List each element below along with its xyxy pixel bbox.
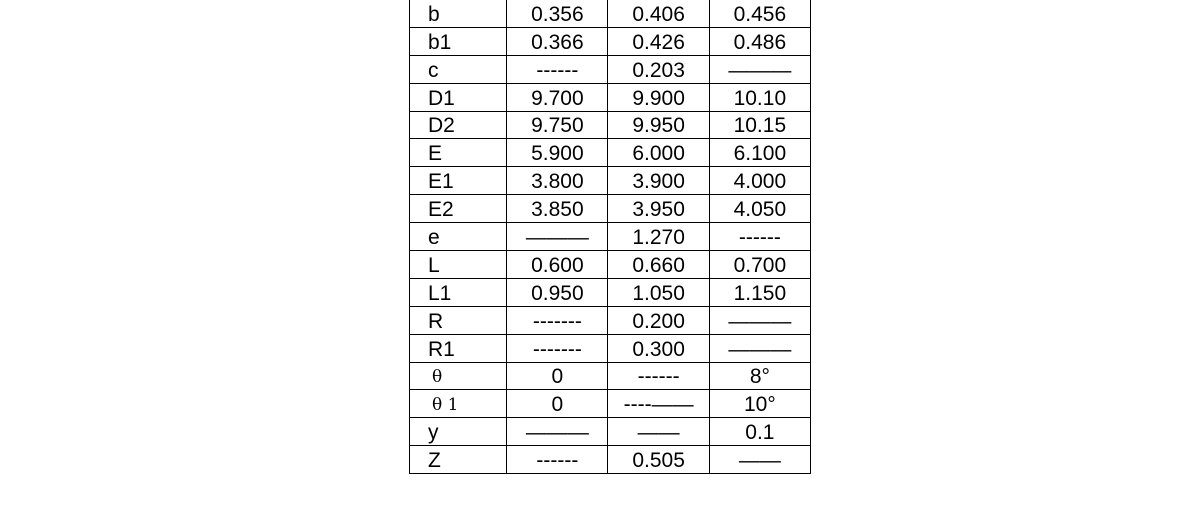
- cell-nom: 9.900: [608, 83, 709, 111]
- table-row-e1: [410, 167, 811, 195]
- cell-nom: ------: [608, 362, 709, 390]
- cell-max: 1.150: [709, 278, 810, 306]
- cell-symbol: y: [410, 418, 507, 446]
- cell-min: 0.356: [507, 0, 608, 27]
- cell-nom: ----——: [608, 390, 709, 418]
- table-row-y: [410, 418, 811, 446]
- cell-max: 10.10: [709, 83, 810, 111]
- cell-min: ------: [507, 446, 608, 474]
- cell-symbol: R: [410, 306, 507, 334]
- dimension-table-container: [409, 0, 811, 474]
- cell-min: 3.800: [507, 167, 608, 195]
- cell-max: 10°: [709, 390, 810, 418]
- cell-symbol: L1: [410, 278, 507, 306]
- cell-symbol: θ 1: [410, 390, 507, 418]
- cell-symbol: D1: [410, 83, 507, 111]
- cell-min: ------: [507, 55, 608, 83]
- cell-nom: 6.000: [608, 139, 709, 167]
- cell-min: 0.950: [507, 278, 608, 306]
- cell-max: ———: [709, 334, 810, 362]
- cell-max: 4.050: [709, 195, 810, 223]
- cell-symbol: Z: [410, 446, 507, 474]
- cell-nom: 3.900: [608, 167, 709, 195]
- cell-symbol: R1: [410, 334, 507, 362]
- cell-max: 10.15: [709, 111, 810, 139]
- cell-symbol: e: [410, 223, 507, 251]
- table-row-d1: [410, 83, 811, 111]
- cell-nom: 9.950: [608, 111, 709, 139]
- cell-min: -------: [507, 334, 608, 362]
- cell-min: 5.900: [507, 139, 608, 167]
- cell-min: -------: [507, 306, 608, 334]
- cell-symbol: c: [410, 55, 507, 83]
- table-row-b1: [410, 27, 811, 55]
- cell-nom: 1.270: [608, 223, 709, 251]
- table-row-l: [410, 251, 811, 279]
- table-row-e2: [410, 195, 811, 223]
- cell-max: 8°: [709, 362, 810, 390]
- cell-max: ——: [709, 446, 810, 474]
- cell-max: 0.700: [709, 251, 810, 279]
- cell-max: 6.100: [709, 139, 810, 167]
- cell-symbol: L: [410, 251, 507, 279]
- table-row-e: [410, 139, 811, 167]
- cell-nom: 0.300: [608, 334, 709, 362]
- cell-symbol: E: [410, 139, 507, 167]
- table-row-c: [410, 55, 811, 83]
- cell-symbol: θ: [410, 362, 507, 390]
- cell-max: ———: [709, 55, 810, 83]
- cell-nom: 0.203: [608, 55, 709, 83]
- cell-nom: 0.200: [608, 306, 709, 334]
- cell-symbol: E1: [410, 167, 507, 195]
- cell-nom: 0.505: [608, 446, 709, 474]
- cell-min: 9.750: [507, 111, 608, 139]
- cell-max: ———: [709, 306, 810, 334]
- table-row-z: [410, 446, 811, 474]
- cell-nom: 1.050: [608, 278, 709, 306]
- cell-symbol: b: [410, 0, 507, 27]
- cell-max: 0.456: [709, 0, 810, 27]
- cell-nom: 0.660: [608, 251, 709, 279]
- cell-nom: 0.426: [608, 27, 709, 55]
- cell-min: 0: [507, 390, 608, 418]
- table-row-theta1: [410, 390, 811, 418]
- table-row-b: [410, 0, 811, 27]
- cell-nom: 3.950: [608, 195, 709, 223]
- cell-min: ———: [507, 418, 608, 446]
- cell-min: 0.600: [507, 251, 608, 279]
- cell-max: 0.1: [709, 418, 810, 446]
- cell-min: 0.366: [507, 27, 608, 55]
- cell-symbol: b1: [410, 27, 507, 55]
- dimension-table: [409, 0, 811, 474]
- cell-nom: ——: [608, 418, 709, 446]
- cell-symbol: D2: [410, 111, 507, 139]
- table-row-e-pitch: [410, 223, 811, 251]
- cell-max: 4.000: [709, 167, 810, 195]
- cell-symbol: E2: [410, 195, 507, 223]
- cell-min: 3.850: [507, 195, 608, 223]
- cell-max: ------: [709, 223, 810, 251]
- table-row-d2: [410, 111, 811, 139]
- table-row-r1: [410, 334, 811, 362]
- cell-min: 9.700: [507, 83, 608, 111]
- table-row-l1: [410, 278, 811, 306]
- cell-min: 0: [507, 362, 608, 390]
- table-row-theta: [410, 362, 811, 390]
- table-row-r: [410, 306, 811, 334]
- cell-min: ———: [507, 223, 608, 251]
- cell-nom: 0.406: [608, 0, 709, 27]
- cell-max: 0.486: [709, 27, 810, 55]
